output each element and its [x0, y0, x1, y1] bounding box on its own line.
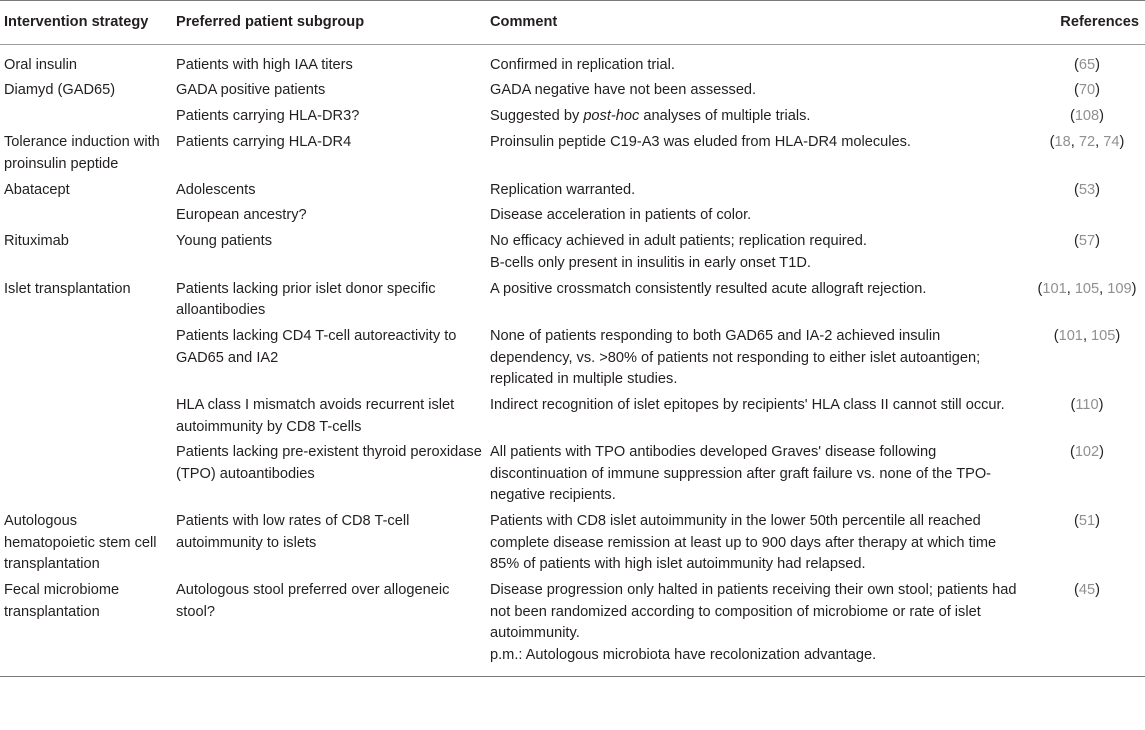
header-references: References [1029, 1, 1145, 45]
table-body [0, 44, 1145, 677]
reference-link[interactable]: 108 [1074, 108, 1100, 125]
cell-comment [486, 395, 1029, 442]
reference-link[interactable]: 101 [1058, 328, 1083, 345]
cell-preferred-subgroup: Patients lacking CD4 T-cell autoreactivity to GAD65 and IA2 [176, 328, 457, 366]
cell-intervention-strategy: Autologous hematopoietic stem cell transplantation [4, 513, 157, 573]
paren-open: ( [1053, 328, 1059, 345]
comment-line: All patients with TPO antibodies developed Graves' disease following discontinuation of immune suppression after graft failure vs. none of the TPO-negative recipients. [490, 444, 992, 504]
cell-comment [486, 205, 1029, 231]
cell-preferred-subgroup: Patients with low rates of CD8 T-cell autoimmunity to islets [176, 513, 410, 551]
reference-link[interactable]: 70 [1078, 82, 1096, 99]
header-comment: Comment [486, 1, 1029, 45]
comment-line: Confirmed in replication trial. [490, 56, 675, 73]
paren-open: ( [1074, 56, 1079, 73]
paren-open: ( [1074, 582, 1079, 599]
paren-close: ) [1119, 134, 1125, 151]
paren-open: ( [1049, 134, 1055, 151]
paren-open: ( [1074, 82, 1079, 99]
cell-comment [486, 180, 1029, 206]
ref-separator: , [1066, 280, 1075, 297]
cell-references [1029, 279, 1145, 326]
cell-comment [486, 326, 1029, 395]
comment-line: Disease progression only halted in patients receiving their own stool; patients had not been randomized according to composition of microbiome or rate of islet autoimmunity. [490, 582, 1017, 642]
cell-references [1029, 132, 1145, 179]
cell-references [1029, 511, 1145, 580]
cell-comment [486, 580, 1029, 677]
ref-separator: , [1082, 328, 1092, 345]
table-row [0, 205, 1145, 231]
cell-comment [486, 511, 1029, 580]
cell-intervention-strategy [0, 442, 172, 511]
ref-separator: , [1095, 134, 1104, 151]
table-row [0, 180, 1145, 206]
header-preferred-subgroup: Preferred patient subgroup [172, 1, 486, 45]
cell-comment [486, 106, 1029, 132]
paren-close: ) [1095, 56, 1100, 73]
cell-references [1029, 580, 1145, 677]
table-row [0, 106, 1145, 132]
comment-line: None of patients responding to both GAD65 and IA-2 achieved insulin dependency, vs. >80% of patients not responding to either islet autoantigen; replicated in multiple studies. [490, 328, 981, 388]
table-header [0, 1, 1145, 45]
cell-references [1029, 44, 1145, 80]
cell-intervention-strategy [0, 205, 172, 231]
cell-references [1029, 80, 1145, 106]
cell-preferred-subgroup: HLA class I mismatch avoids recurrent islet autoimmunity by CD8 T-cells [176, 397, 455, 435]
comment-line: Indirect recognition of islet epitopes by recipients' HLA class II cannot still occur. [490, 397, 1005, 414]
reference-link[interactable]: 45 [1078, 582, 1096, 599]
paren-close: ) [1131, 280, 1137, 297]
cell-preferred-subgroup: Autologous stool preferred over allogeneic stool? [172, 580, 486, 677]
table-row [0, 132, 1145, 179]
table-row [0, 395, 1145, 442]
cell-references [1029, 395, 1145, 442]
reference-link[interactable]: 18 [1054, 134, 1071, 151]
reference-link[interactable]: 72 [1078, 134, 1096, 151]
cell-preferred-subgroup: European ancestry? [176, 207, 307, 224]
reference-link[interactable]: 57 [1078, 233, 1096, 250]
cell-comment [486, 279, 1029, 326]
reference-link[interactable]: 101 [1042, 280, 1067, 297]
table-row [0, 279, 1145, 326]
cell-comment [486, 442, 1029, 511]
cell-comment [486, 132, 1029, 179]
comment-line: No efficacy achieved in adult patients; replication required. [490, 233, 867, 250]
comment-line: Proinsulin peptide C19-A3 was eluded from HLA-DR4 molecules. [490, 134, 911, 151]
reference-link[interactable]: 53 [1078, 181, 1096, 198]
cell-comment [486, 44, 1029, 80]
table-row [0, 80, 1145, 106]
header-intervention-strategy: Intervention strategy [0, 1, 172, 45]
reference-link[interactable]: 110 [1075, 397, 1099, 414]
cell-references [1029, 180, 1145, 206]
comment-line: A positive crossmatch consistently resulted acute allograft rejection. [490, 280, 927, 297]
cell-intervention-strategy [0, 326, 172, 395]
cell-references [1029, 205, 1145, 231]
paren-close: ) [1099, 108, 1105, 125]
comment-line: B-cells only present in insulitis in early onset T1D. [490, 254, 811, 271]
cell-intervention-strategy: Islet transplantation [4, 280, 131, 297]
cell-references [1029, 231, 1145, 278]
ref-separator: , [1070, 134, 1079, 151]
paren-close: ) [1095, 181, 1100, 198]
paren-open: ( [1069, 108, 1075, 125]
paren-open: ( [1070, 397, 1076, 414]
cell-preferred-subgroup: Young patients [176, 233, 273, 250]
comment-line: Replication warranted. [490, 181, 636, 198]
header-row [0, 1, 1145, 45]
paren-close: ) [1098, 397, 1104, 414]
table-row [0, 442, 1145, 511]
cell-comment [486, 231, 1029, 278]
comment-italic-text: post-hoc [583, 108, 640, 125]
comment-line: p.m.: Autologous microbiota have recolonization advantage. [490, 646, 877, 663]
cell-intervention-strategy: Tolerance induction with proinsulin peptide [4, 134, 160, 172]
cell-intervention-strategy [0, 395, 172, 442]
comment-line: Disease acceleration in patients of color. [490, 207, 752, 224]
reference-link[interactable]: 109 [1107, 280, 1132, 297]
cell-intervention-strategy: Diamyd (GAD65) [4, 82, 116, 99]
paren-close: ) [1095, 82, 1100, 99]
cell-intervention-strategy [0, 106, 172, 132]
paren-close: ) [1095, 582, 1100, 599]
paren-open: ( [1037, 280, 1043, 297]
cell-intervention-strategy: Abatacept [4, 181, 70, 198]
cell-comment [486, 80, 1029, 106]
reference-link[interactable]: 102 [1074, 444, 1100, 461]
table-row [0, 511, 1145, 580]
reference-link[interactable]: 105 [1091, 328, 1116, 345]
table-row [0, 44, 1145, 80]
reference-link[interactable]: 74 [1103, 134, 1120, 151]
paren-close: ) [1095, 233, 1100, 250]
cell-references [1029, 442, 1145, 511]
reference-link[interactable]: 51 [1078, 513, 1096, 530]
cell-intervention-strategy: Fecal microbiome transplantation [0, 580, 172, 677]
ref-separator: , [1099, 280, 1108, 297]
cell-preferred-subgroup: Adolescents [176, 181, 256, 198]
paren-open: ( [1069, 444, 1075, 461]
paren-open: ( [1074, 233, 1079, 250]
cell-preferred-subgroup: GADA positive patients [176, 82, 326, 99]
paren-close: ) [1095, 513, 1100, 530]
reference-link[interactable]: 65 [1078, 56, 1096, 73]
cell-preferred-subgroup: Patients lacking prior islet donor specific alloantibodies [176, 280, 436, 319]
paren-close: ) [1115, 328, 1121, 345]
table-row [0, 580, 1145, 677]
cell-intervention-strategy: Oral insulin [4, 56, 77, 73]
comment-line: GADA negative have not been assessed. [490, 82, 757, 99]
cell-preferred-subgroup: Patients carrying HLA-DR3? [176, 108, 360, 125]
reference-link[interactable]: 105 [1074, 280, 1100, 297]
cell-intervention-strategy: Rituximab [4, 233, 69, 250]
comment-text: Suggested by [490, 108, 584, 125]
cell-preferred-subgroup: Patients lacking pre-existent thyroid peroxidase (TPO) autoantibodies [176, 444, 482, 482]
cell-preferred-subgroup: Patients carrying HLA-DR4 [176, 134, 352, 151]
comment-line: Patients with CD8 islet autoimmunity in the lower 50th percentile all reached complete disease remission at least up to 900 days after therapy at which time 85% of patients with high islet autoimmunity had relapsed. [490, 513, 997, 573]
cell-references [1029, 106, 1145, 132]
comment-text: analyses of multiple trials. [639, 108, 811, 125]
paren-open: ( [1074, 181, 1079, 198]
paren-open: ( [1074, 513, 1079, 530]
table-row [0, 326, 1145, 395]
cell-preferred-subgroup: Patients with high IAA titers [176, 56, 353, 73]
paren-close: ) [1099, 444, 1105, 461]
table-row [0, 231, 1145, 278]
cell-references [1029, 326, 1145, 395]
